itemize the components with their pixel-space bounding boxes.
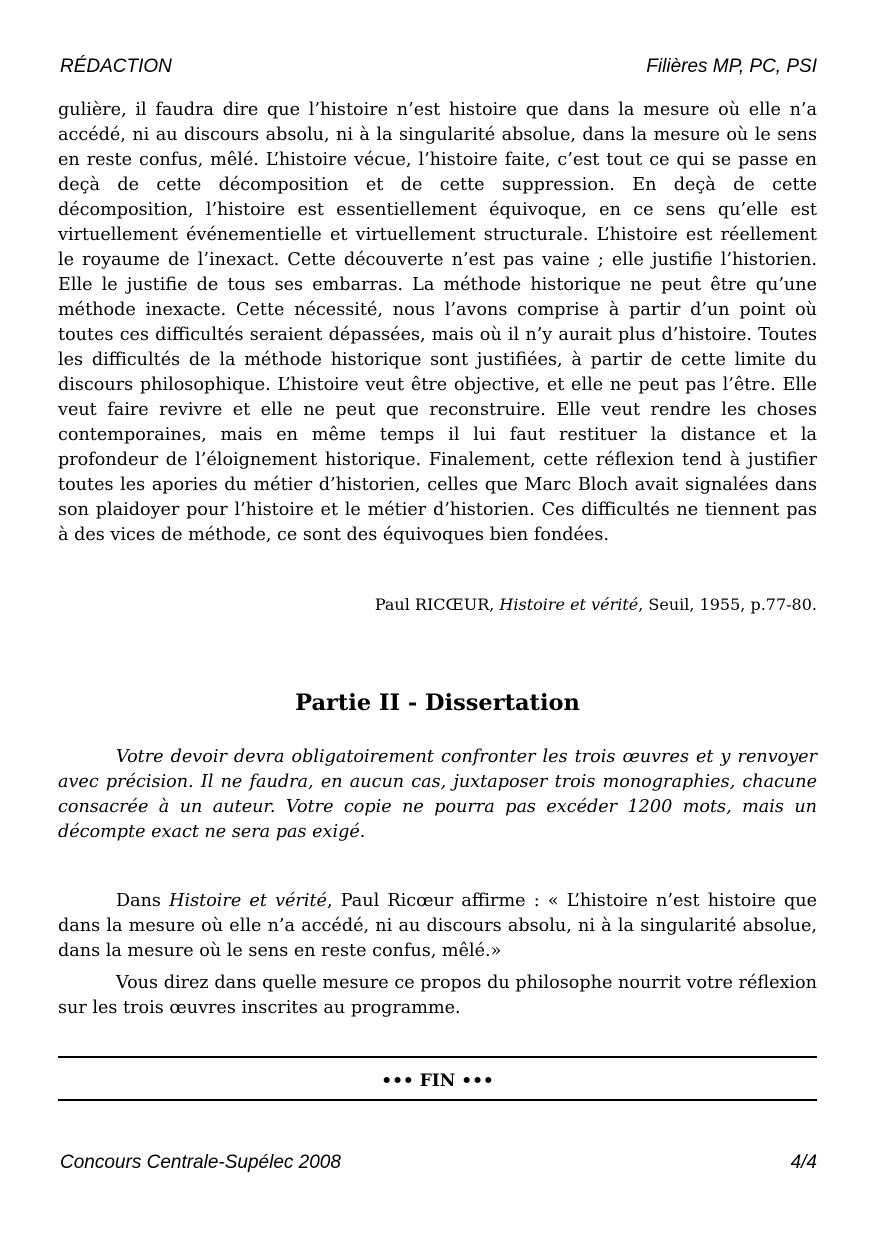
top-divider [58, 1056, 817, 1058]
citation-author: Paul RICŒUR, [374, 595, 500, 614]
citation-work: Histoire et vérité [499, 595, 639, 614]
header-subject: RÉDACTION [60, 56, 172, 77]
subject-paragraph-quote [58, 889, 817, 964]
end-marker: ••• FIN ••• [381, 1071, 494, 1091]
subject-quote: , Paul Ricœur affirme : « L’histoire n’est histoire que dans la mesure où elle n’a accédé, ni au discours absolu, ni à la singularité absolue, dans la mesure où le sens en reste confus, mêlé.» [58, 891, 817, 961]
bottom-divider [58, 1099, 817, 1101]
header-streams: Filières MP, PC, PSI [646, 56, 817, 77]
citation-publisher: , Seuil, 1955, p.77-80. [638, 595, 817, 614]
instructions-paragraph: Votre devoir devra obligatoirement confronter les trois œuvres et y renvoyer avec précision. Il ne faudra, en aucun cas, juxtaposer trois monographies, chacune consacrée à un auteur. Votre copie ne pourra pas excéder 1200 mots, mais un décompte exact ne sera pas exigé. [58, 747, 817, 842]
page-footer [60, 1152, 817, 1174]
dissertation-subject [58, 889, 817, 1021]
excerpt-paragraph: gulière, il faudra dire que l’histoire n’est histoire que dans la mesure où elle n’a accédé, ni au discours absolu, ni à la singularité absolue, dans la mesure où le sens en reste confus, mêlé. L’histoire vécue, l’histoire faite, c’est tout ce qui se passe en deçà de cette décomposition et de cette suppression. En deçà de cette décomposition, l’histoire est essentiellement équivoque, en ce sens qu’elle est virtuellement événementielle et virtuellement structurale. L’histoire est réellement le royaume de l’inexact. Cette découverte n’est pas vaine ; elle justifie l’historien. Elle le justifie de tous ses embarras. La méthode historique ne peut être qu’une méthode inexacte. Cette nécessité, nous l’avons comprise à partir d’un point où toutes ces difficultés seraient dépassées, mais où il n’y aurait plus d’histoire. Toutes les difficultés de la méthode historique sont justifiées, à partir de cette limite du discours philosophique. L’histoire veut être objective, et elle ne peut pas l’être. Elle veut faire revivre et elle ne peut que reconstruire. Elle veut rendre les choses contemporaines, mais en même temps il lui faut restituer la distance et la profondeur de l’éloignement historique. Finalement, cette réflexion tend à justifier toutes les apories du métier d’historien, celles que Marc Bloch avait signalées dans son plaidoyer pour l’histoire et le métier d’historien. Ces difficultés ne tiennent pas à des vices de méthode, ce sont des équivoques bien fondées. [58, 100, 817, 545]
subject-paragraph-question: Vous direz dans quelle mesure ce propos du philosophe nourrit votre réflexion sur les trois œuvres inscrites au programme. [58, 973, 817, 1018]
footer-page-number: 4/4 [790, 1152, 817, 1173]
subject-work-title: Histoire et vérité [169, 891, 327, 911]
page-header [60, 56, 817, 78]
section-title: Partie II - Dissertation [295, 690, 580, 716]
citation [375, 595, 817, 614]
footer-exam-name: Concours Centrale-Supélec 2008 [60, 1152, 341, 1173]
subject-intro: Dans [116, 891, 170, 911]
